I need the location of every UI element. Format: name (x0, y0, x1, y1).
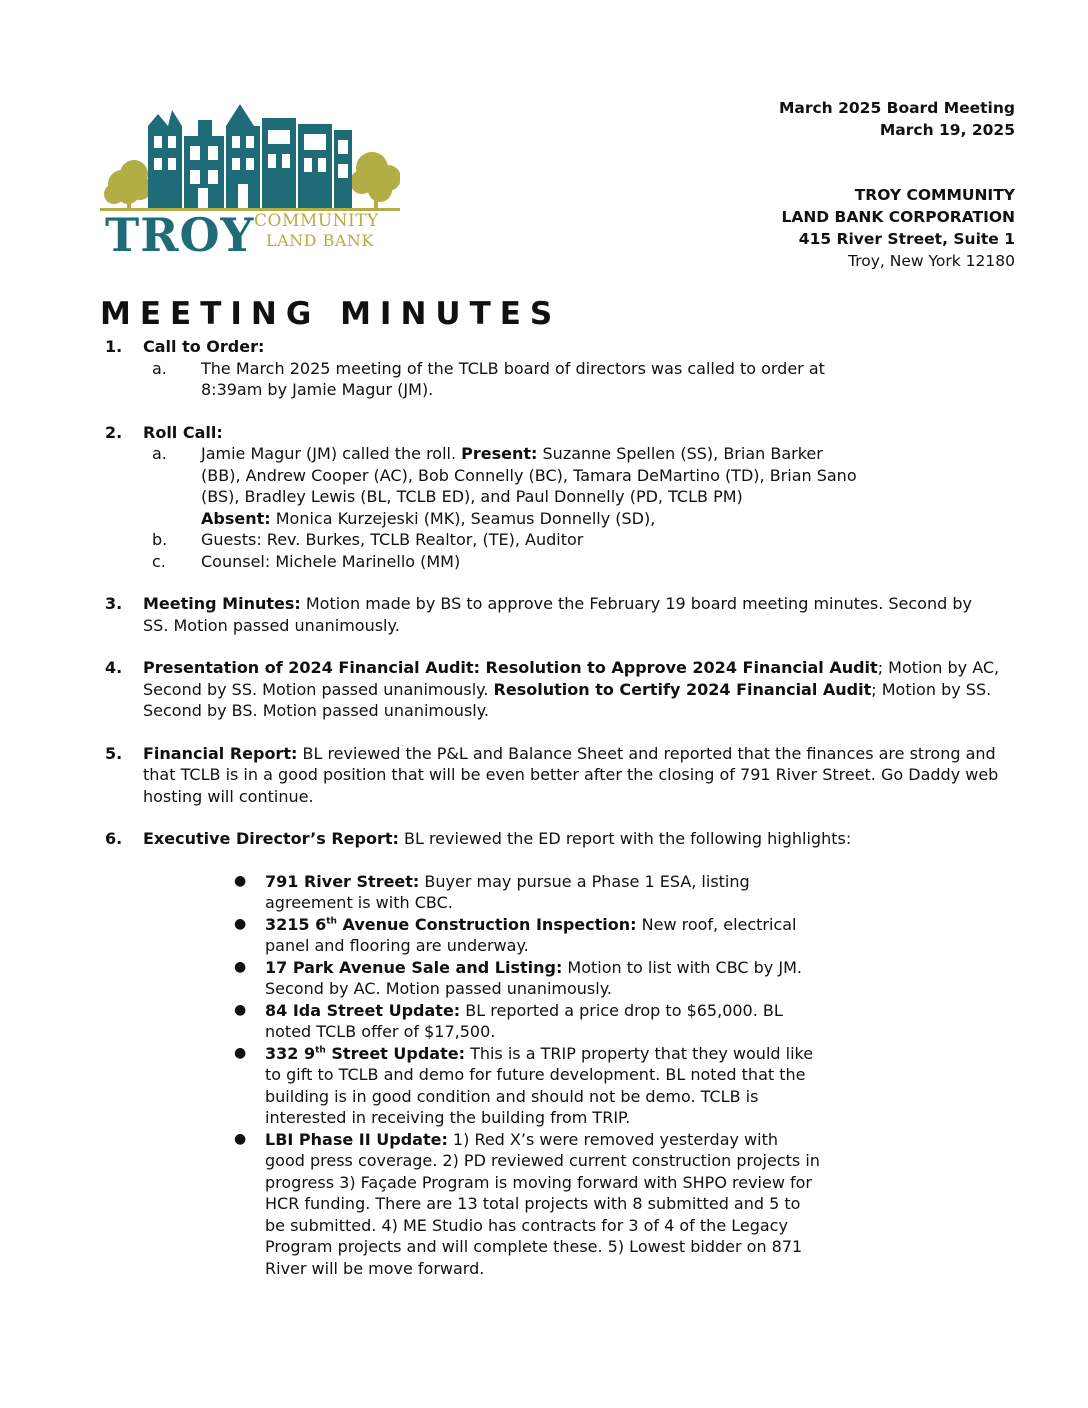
bullet-heading-sup: th (326, 916, 337, 927)
sub-item-letter: a. (152, 444, 167, 463)
agenda-item-roll-call (100, 422, 1000, 573)
absent-list: Monica Kurzejeski (MK), Seamus Donnelly (SD), (270, 508, 656, 528)
organization-address (781, 184, 1015, 272)
list-item (222, 1000, 822, 1043)
bullet-heading-sup: th (315, 1045, 326, 1056)
item-text-2: ; Motion by SS. Second by BS. Motion passed unanimously. (143, 679, 992, 720)
bullet-heading-part: 332 9 (265, 1043, 316, 1063)
present-label: Present: (461, 444, 538, 463)
present-list: Suzanne Spellen (SS), Brian Barker (BB), Andrew Cooper (AC), Bob Connelly (BC), Tamara DeMartino (TD), Brian Sano (BS), Bradley Lewis (BL, TCLB ED), and Paul Donnelly (PD, TCLB PM) (201, 444, 857, 506)
meeting-title: March 2025 Board Meeting (778, 99, 1015, 117)
bullet-icon: ● (234, 915, 247, 932)
absent-label: Absent: (201, 508, 271, 528)
item-heading: Financial Report: (143, 743, 298, 763)
item-heading: Executive Director’s Report: (143, 829, 399, 848)
org-name-line1: TROY COMMUNITY (854, 186, 1015, 204)
bullet-icon: ● (234, 958, 247, 975)
item-number: 4. (105, 658, 123, 677)
bullet-heading-part: Avenue Construction Inspection: (336, 914, 637, 934)
sub-item-letter: a. (152, 358, 167, 378)
minutes-body (100, 336, 1000, 1300)
roll-call-intro: Jamie Magur (JM) called the roll. (201, 444, 462, 463)
sub-item-letter: b. (152, 530, 168, 549)
item-heading-2: Resolution to Certify 2024 Financial Audit (493, 679, 872, 699)
sub-item (143, 551, 1000, 573)
item-text: ; Motion by AC, Second by SS. Motion passed unanimously. (143, 658, 1000, 699)
item-text: BL reviewed the ED report with the following highlights: (398, 829, 852, 848)
bullet-heading-part: 3215 6 (265, 914, 327, 934)
sub-item (143, 358, 861, 401)
list-item (222, 1129, 822, 1280)
item-number: 1. (105, 337, 123, 356)
bullet-text: New roof, electrical panel and flooring are underway. (265, 914, 797, 955)
list-item (222, 957, 822, 1000)
sub-item (143, 443, 861, 529)
item-heading: Roll Call: (143, 422, 223, 442)
agenda-item-executive-directors-report (100, 828, 1000, 1279)
sub-item-text: The March 2025 meeting of the TCLB board of directors was called to order at 8:39am by Jamie Magur (JM). (201, 358, 825, 399)
list-item (222, 871, 822, 914)
bullet-text: Buyer may pursue a Phase 1 ESA, listing agreement is with CBC. (265, 871, 750, 912)
address-line1: 415 River Street, Suite 1 (798, 230, 1015, 248)
item-heading: Meeting Minutes: (143, 594, 301, 613)
item-heading: Call to Order: (143, 337, 265, 356)
sub-item (143, 529, 1000, 551)
bullet-icon: ● (234, 1130, 247, 1147)
agenda-item-financial-report (100, 743, 1000, 808)
bullet-heading: 17 Park Avenue Sale and Listing: (265, 957, 563, 977)
list-item (222, 1043, 822, 1129)
bullet-text: Motion to list with CBC by JM. Second by AC. Motion passed unanimously. (265, 957, 802, 998)
agenda-item-meeting-minutes (100, 593, 1000, 636)
item-text: BL reviewed the P&L and Balance Sheet and reported that the finances are strong and that TCLB is in a good position that will be even better after the closing of 791 River Street. Go Daddy web hosting will continue. (143, 743, 999, 806)
sub-item-text: Counsel: Michele Marinello (MM) (201, 551, 461, 571)
logo-wordmark-land-bank: LAND BANK (266, 231, 374, 250)
meeting-date: March 19, 2025 (879, 121, 1015, 139)
page-title: MEETING MINUTES (100, 296, 562, 332)
item-number: 2. (105, 422, 123, 442)
sub-item-letter: c. (152, 551, 166, 571)
sub-item-text: Guests: Rev. Burkes, TCLB Realtor, (TE), Auditor (201, 530, 584, 549)
list-item (222, 914, 822, 957)
item-number: 3. (105, 594, 123, 613)
bullet-heading: LBI Phase II Update: (265, 1129, 448, 1149)
bullet-heading: 791 River Street: (265, 871, 420, 891)
bullet-icon: ● (234, 1001, 247, 1018)
bullet-heading (265, 915, 637, 934)
item-number: 5. (105, 743, 123, 763)
bullet-text: BL reported a price drop to $65,000. BL noted TCLB offer of $17,500. (265, 1000, 783, 1041)
meeting-header (779, 97, 1015, 141)
highlights-list (100, 871, 822, 1280)
item-heading: Presentation of 2024 Financial Audit: Resolution to Approve 2024 Financial Audit (143, 658, 878, 677)
bullet-text: This is a TRIP property that they would like to gift to TCLB and demo for future development. BL noted that the building is in good condition and should not be demo. TCLB is interested in receiving the building from TRIP. (265, 1043, 814, 1127)
bullet-heading-part: Street Update: (325, 1043, 465, 1063)
org-name-line2: LAND BANK CORPORATION (781, 208, 1015, 226)
bullet-heading: 84 Ida Street Update: (265, 1000, 461, 1020)
item-number: 6. (105, 829, 123, 848)
bullet-icon: ● (234, 872, 247, 889)
bullet-icon: ● (234, 1044, 247, 1061)
agenda-item-financial-audit (100, 657, 1000, 722)
item-text: Motion made by BS to approve the February 19 board meeting minutes. Second by SS. Motion passed unanimously. (143, 594, 972, 635)
agenda-item-call-to-order (100, 336, 1000, 401)
logo-wordmark-community: COMMUNITY (254, 211, 379, 231)
address-line2: Troy, New York 12180 (848, 252, 1015, 270)
logo-wordmark-troy: TROY (105, 208, 255, 262)
bullet-text: 1) Red X’s were removed yesterday with good press coverage. 2) PD reviewed current construction projects in progress 3) Façade Program is moving forward with SHPO review for HCR funding. There are 13 total projects with 8 submitted and 5 to be submitted. 4) ME Studio has contracts for 3 of 4 of the Legacy Program projects and will complete these. 5) Lowest bidder on 871 River will be move forward. (265, 1129, 820, 1278)
bullet-heading (265, 1044, 465, 1063)
